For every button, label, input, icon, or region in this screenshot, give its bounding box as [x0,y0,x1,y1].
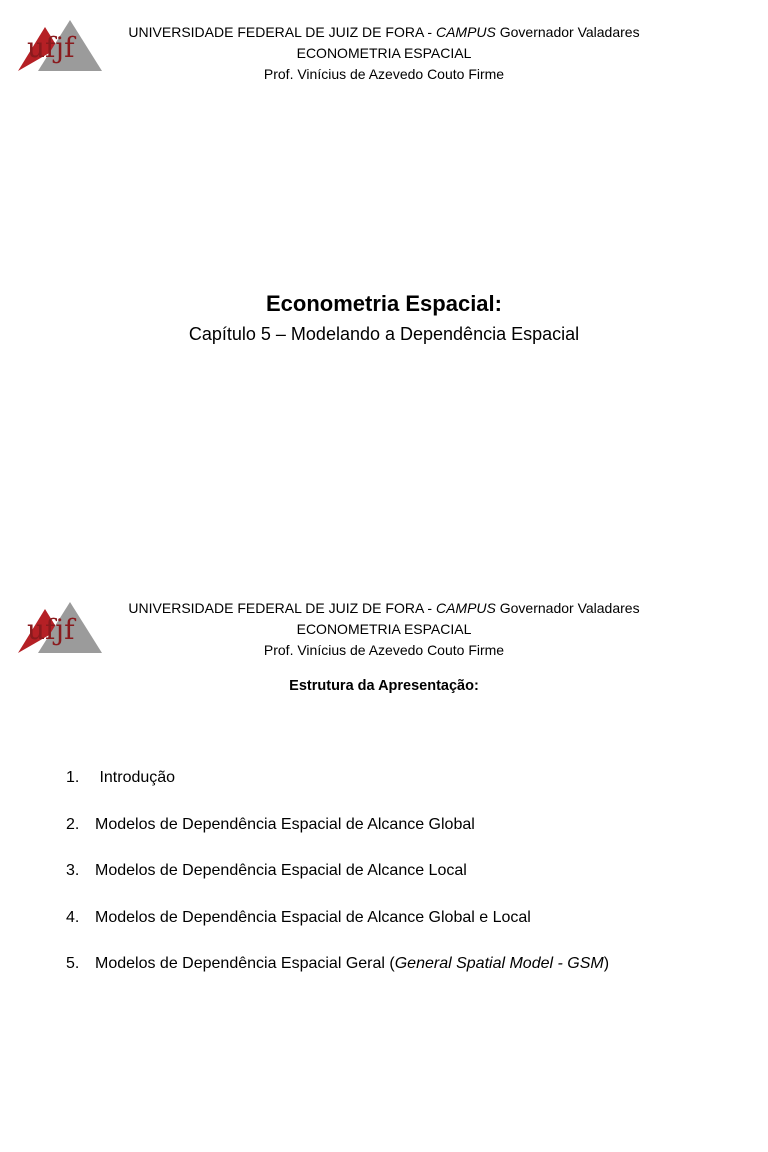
toc-item-text: Introdução [95,769,176,786]
toc-item-suffix: ) [603,955,610,972]
section-heading: Estrutura da Apresentação: [289,678,479,694]
course-name: ECONOMETRIA ESPACIAL [296,621,472,637]
toc-item-number: 2. [66,815,80,833]
header-university-line [0,22,768,43]
toc-item-number: 5. [66,955,80,972]
toc-item-text: Modelos de Dependência Espacial de Alcance Global e Local [95,908,531,926]
course-name: ECONOMETRIA ESPACIAL [296,45,472,61]
toc-item-text: Modelos de Dependência Espacial de Alcance Local [95,862,467,879]
campus-word: CAMPUS [435,24,496,40]
toc-item-italic: General Spatial Model - GSM [394,955,604,972]
toc-item [66,813,609,860]
table-of-contents [66,766,609,999]
slide-subtitle: Capítulo 5 – Modelando a Dependência Espacial [188,324,580,344]
header-university-line [0,598,768,619]
toc-item-text: Modelos de Dependência Espacial de Alcance Global [95,815,475,833]
slide-header [0,598,768,661]
slide-title: Econometria Espacial: [266,291,502,316]
university-name: UNIVERSIDADE FEDERAL DE JUIZ DE FORA - [128,24,436,40]
logo-text: ufjf [27,613,75,646]
agenda-slide [0,576,768,1152]
toc-item-number: 1. [66,769,80,786]
toc-item-number: 3. [66,862,80,879]
logo-text: ufjf [27,31,75,64]
toc-item [66,952,609,999]
campus-city: Governador Valadares [495,600,640,616]
campus-city: Governador Valadares [495,24,640,40]
university-name: UNIVERSIDADE FEDERAL DE JUIZ DE FORA - [128,600,436,616]
title-block [0,288,768,348]
toc-item [66,859,609,906]
toc-item [66,906,609,953]
campus-word: CAMPUS [435,600,496,616]
toc-item-number: 4. [66,908,80,926]
toc-item-text: Modelos de Dependência Espacial Geral ( [95,955,395,972]
professor-name: Prof. Vinícius de Azevedo Couto Firme [263,66,505,82]
toc-item [66,766,609,813]
slide-header [0,22,768,85]
professor-name: Prof. Vinícius de Azevedo Couto Firme [263,642,505,658]
